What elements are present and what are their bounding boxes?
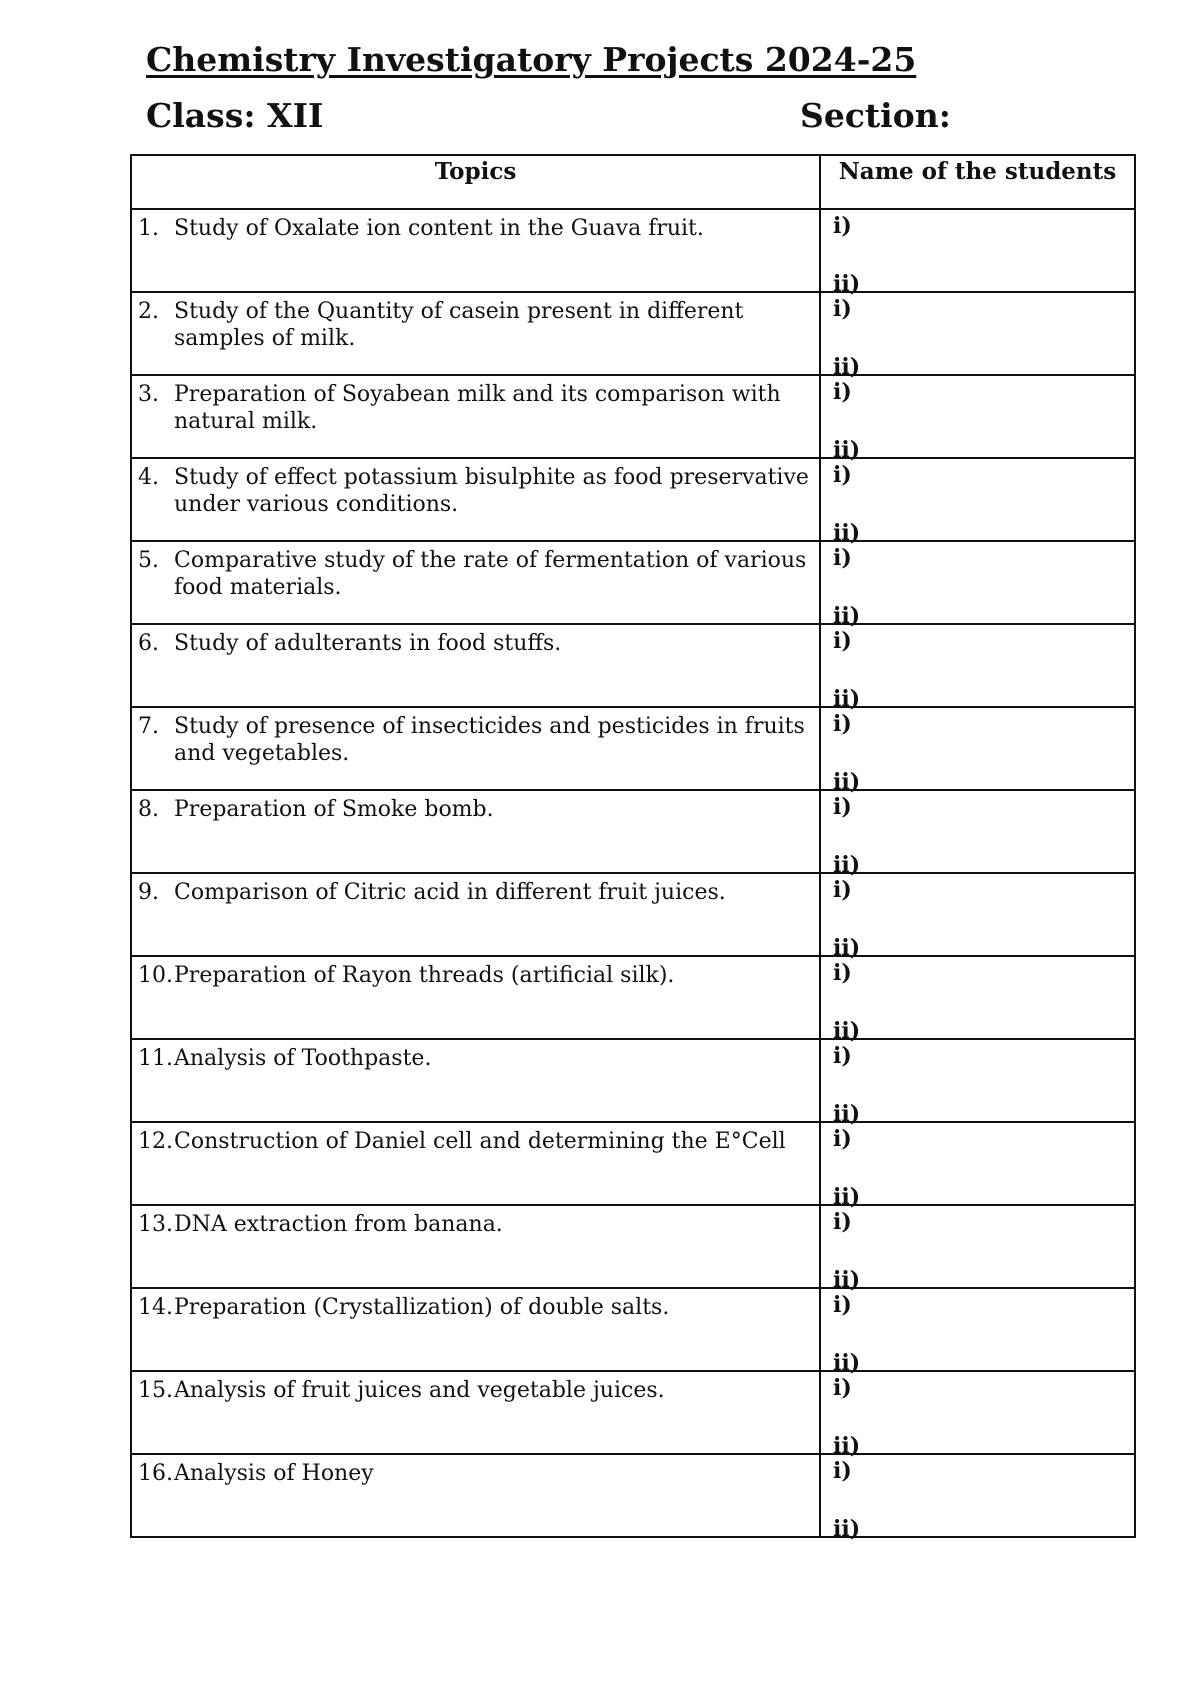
- topic-entry: [132, 1206, 819, 1238]
- student-slot-1-label: i): [833, 545, 852, 571]
- student-slot-1-label: i): [833, 794, 852, 820]
- topic-entry: [132, 459, 819, 518]
- topic-number: 12.: [138, 1129, 173, 1154]
- topic-number: 4.: [138, 465, 159, 490]
- topic-cell: [131, 1205, 820, 1288]
- student-names-cell: [820, 541, 1135, 629]
- student-slot-1-label: i): [833, 213, 852, 239]
- student-names-cell: [820, 375, 1135, 463]
- student-slot-2-label: ii): [833, 1350, 861, 1376]
- class-label: Class: XII: [146, 96, 324, 135]
- student-slots: [821, 625, 1134, 712]
- topic-number: 1.: [138, 216, 159, 241]
- student-slot-2-label: ii): [833, 852, 861, 878]
- table-row: [131, 541, 1135, 624]
- table-row: [131, 1205, 1135, 1288]
- topic-cell: [131, 1288, 820, 1371]
- topic-number: 10.: [138, 963, 173, 988]
- student-names-cell: [820, 790, 1135, 878]
- student-slot-1-label: i): [833, 379, 852, 405]
- table-row: [131, 375, 1135, 458]
- student-slot-1-label: i): [833, 462, 852, 488]
- table-row: [131, 956, 1135, 1039]
- topic-cell: [131, 292, 820, 375]
- student-slot-2-label: ii): [833, 1267, 861, 1293]
- student-slot-2-label: ii): [833, 1018, 861, 1044]
- topic-entry: [132, 1123, 819, 1155]
- student-slot-2-label: ii): [833, 1516, 861, 1542]
- topic-cell: [131, 375, 820, 458]
- table-row: [131, 707, 1135, 790]
- topic-cell: [131, 956, 820, 1039]
- topic-cell: [131, 209, 820, 292]
- student-slot-2-label: ii): [833, 1184, 861, 1210]
- student-slot-2-label: ii): [833, 1101, 861, 1127]
- topic-cell: [131, 1122, 820, 1205]
- table-row: [131, 1371, 1135, 1454]
- student-names-cell: [820, 1205, 1135, 1293]
- topic-text: Preparation (Crystallization) of double salts.: [174, 1295, 670, 1320]
- student-slots: [821, 542, 1134, 629]
- student-names-cell: [820, 1454, 1135, 1542]
- student-slot-2-label: ii): [833, 603, 861, 629]
- student-names-cell: [820, 1122, 1135, 1210]
- topic-text: Study of presence of insecticides and pesticides in fruits and vegetables.: [174, 714, 805, 766]
- projects-table: [130, 154, 1136, 1542]
- student-slots: [821, 1123, 1134, 1210]
- student-slots: [821, 957, 1134, 1044]
- column-header-students: Name of the students: [820, 155, 1135, 209]
- topic-text: Study of effect potassium bisulphite as food preservative under various conditions.: [174, 465, 809, 517]
- table-row: [131, 624, 1135, 707]
- topic-number: 7.: [138, 714, 159, 739]
- student-slots: [821, 210, 1134, 297]
- table-row: [131, 1288, 1135, 1371]
- table-header-row: [131, 155, 1135, 209]
- topic-entry: [132, 708, 819, 767]
- topic-entry: [132, 1372, 819, 1404]
- topic-text: Study of the Quantity of casein present in different samples of milk.: [174, 299, 744, 351]
- topic-number: 16.: [138, 1461, 173, 1486]
- topic-cell: [131, 790, 820, 873]
- student-slots: [821, 376, 1134, 463]
- topic-text: Comparison of Citric acid in different fruit juices.: [174, 880, 726, 905]
- student-slot-1-label: i): [833, 296, 852, 322]
- student-slots: [821, 293, 1134, 380]
- topic-text: Preparation of Soyabean milk and its comparison with natural milk.: [174, 382, 781, 434]
- topic-number: 14.: [138, 1295, 173, 1320]
- topic-entry: [132, 210, 819, 242]
- topic-number: 6.: [138, 631, 159, 656]
- student-slot-2-label: ii): [833, 437, 861, 463]
- topic-entry: [132, 791, 819, 823]
- student-slots: [821, 1289, 1134, 1376]
- student-slots: [821, 1372, 1134, 1459]
- topic-number: 5.: [138, 548, 159, 573]
- student-slot-2-label: ii): [833, 271, 861, 297]
- student-slot-1-label: i): [833, 1043, 852, 1069]
- student-slot-1-label: i): [833, 960, 852, 986]
- student-names-cell: [820, 1288, 1135, 1376]
- student-slots: [821, 1206, 1134, 1293]
- table-row: [131, 873, 1135, 956]
- student-slot-1-label: i): [833, 711, 852, 737]
- student-names-cell: [820, 292, 1135, 380]
- document-title: Chemistry Investigatory Projects 2024-25: [146, 40, 917, 79]
- topic-text: Study of Oxalate ion content in the Guava fruit.: [174, 216, 704, 241]
- student-slot-2-label: ii): [833, 1433, 861, 1459]
- student-slot-2-label: ii): [833, 935, 861, 961]
- student-names-cell: [820, 458, 1135, 546]
- topic-cell: [131, 873, 820, 956]
- topic-text: Comparative study of the rate of fermentation of various food materials.: [174, 548, 807, 600]
- topic-entry: [132, 1455, 819, 1487]
- topic-number: 13.: [138, 1212, 173, 1237]
- student-slots: [821, 791, 1134, 878]
- table-body: [131, 209, 1135, 1542]
- student-names-cell: [820, 956, 1135, 1044]
- student-slot-2-label: ii): [833, 686, 861, 712]
- table-row: [131, 1039, 1135, 1122]
- topic-number: 2.: [138, 299, 159, 324]
- topic-entry: [132, 874, 819, 906]
- student-names-cell: [820, 624, 1135, 712]
- student-slot-1-label: i): [833, 877, 852, 903]
- topic-number: 3.: [138, 382, 159, 407]
- topic-text: DNA extraction from banana.: [174, 1212, 503, 1237]
- table-row: [131, 790, 1135, 873]
- table-row: [131, 209, 1135, 292]
- topic-text: Construction of Daniel cell and determining the E°Cell: [174, 1129, 786, 1154]
- student-slots: [821, 874, 1134, 961]
- student-slot-1-label: i): [833, 1375, 852, 1401]
- topic-text: Analysis of fruit juices and vegetable juices.: [174, 1378, 665, 1403]
- topic-entry: [132, 625, 819, 657]
- table-row: [131, 1122, 1135, 1205]
- student-names-cell: [820, 1371, 1135, 1459]
- table-row: [131, 292, 1135, 375]
- topic-number: 8.: [138, 797, 159, 822]
- topic-cell: [131, 707, 820, 790]
- student-slot-1-label: i): [833, 628, 852, 654]
- column-header-topics: Topics: [131, 155, 820, 209]
- student-slots: [821, 708, 1134, 795]
- table-row: [131, 458, 1135, 541]
- topic-text: Study of adulterants in food stuffs.: [174, 631, 562, 656]
- student-slot-2-label: ii): [833, 354, 861, 380]
- table-row: [131, 1454, 1135, 1537]
- topic-number: 15.: [138, 1378, 173, 1403]
- student-names-cell: [820, 873, 1135, 961]
- topic-entry: [132, 542, 819, 601]
- student-slot-2-label: ii): [833, 520, 861, 546]
- student-slot-1-label: i): [833, 1126, 852, 1152]
- student-names-cell: [820, 209, 1135, 297]
- topic-entry: [132, 1289, 819, 1321]
- topic-cell: [131, 1039, 820, 1122]
- student-slots: [821, 459, 1134, 546]
- student-names-cell: [820, 1039, 1135, 1127]
- topic-entry: [132, 376, 819, 435]
- student-slots: [821, 1455, 1134, 1542]
- topic-cell: [131, 1454, 820, 1537]
- topic-cell: [131, 1371, 820, 1454]
- topic-cell: [131, 541, 820, 624]
- student-slot-1-label: i): [833, 1292, 852, 1318]
- student-slots: [821, 1040, 1134, 1127]
- student-slot-1-label: i): [833, 1458, 852, 1484]
- topic-text: Analysis of Toothpaste.: [174, 1046, 432, 1071]
- topic-cell: [131, 624, 820, 707]
- section-label: Section:: [800, 96, 951, 135]
- student-slot-1-label: i): [833, 1209, 852, 1235]
- topic-text: Preparation of Smoke bomb.: [174, 797, 494, 822]
- topic-cell: [131, 458, 820, 541]
- topic-entry: [132, 957, 819, 989]
- topic-text: Preparation of Rayon threads (artificial silk).: [174, 963, 675, 988]
- topic-text: Analysis of Honey: [174, 1461, 374, 1486]
- topic-number: 11.: [138, 1046, 173, 1071]
- topic-entry: [132, 293, 819, 352]
- student-names-cell: [820, 707, 1135, 795]
- student-slot-2-label: ii): [833, 769, 861, 795]
- topic-entry: [132, 1040, 819, 1072]
- topic-number: 9.: [138, 880, 159, 905]
